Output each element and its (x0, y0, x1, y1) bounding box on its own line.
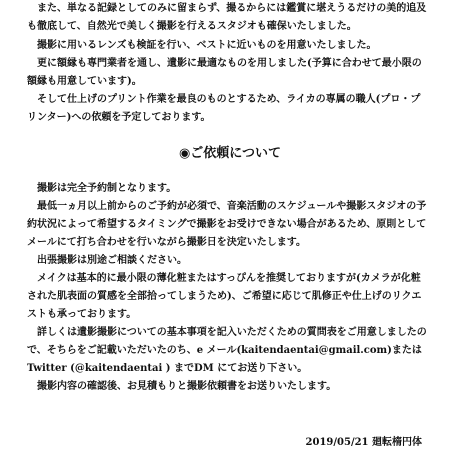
body-line-8: ストも承っております。 (27, 309, 137, 320)
body-line-11: Twitter (@kaitendaentai ) までDM にてお送り下さい。 (27, 363, 308, 374)
signature-date: 2019/05/21 廻転楕円体 (305, 437, 422, 448)
section-heading: ◉ご依頼について (178, 146, 282, 161)
intro-line-3: 撮影に用いるレンズも検証を行い、ベストに近いものを用意いたしました。 (37, 40, 377, 51)
intro-line-5: 額縁も用意しています)。 (27, 76, 142, 87)
body-line-2: 最低一ヵ月以上前からのご予約が必須で、音楽活動のスケジュールや撮影スタジオの予 (37, 201, 427, 212)
intro-line-1: また、単なる記録としてのみに留まらず、撮るからには鑑賞に堪えうるだけの美的追及 (37, 3, 427, 14)
body-line-3: 約状況によって希望するタイミングで撮影をお受けできない場合があるため、原則として (27, 219, 427, 230)
intro-line-2: も徹底して、自然光で美しく撮影を行えるスタジオも確保いたしました。 (27, 21, 357, 32)
body-line-10: で、そちらをご記載いただいたのち、e メール(kaitendaentai@gmail.com)または (27, 345, 422, 356)
body-line-12: 撮影内容の確認後、お見積もりと撮影依頼書をお送りいたします。 (37, 381, 337, 392)
body-line-9: 詳しくは遺影撮影についての基本事項を記入いただくための質問表をご用意しましたの (37, 327, 427, 338)
intro-line-6: そして仕上げのプリント作業を最良のものとするため、ライカの専属の職人(プロ・プ (37, 94, 421, 105)
body-line-7: された肌表面の質感を全部拾ってしまうため)、ご希望に応じて肌修正や仕上げのリクエ (27, 291, 422, 302)
body-line-5: 出張撮影は別途ご相談ください。 (37, 255, 187, 266)
body-line-6: メイクは基本的に最小限の薄化粧またはすっぴんを推奨しておりますが(カメラが化粧 (37, 273, 421, 284)
body-line-1: 撮影は完全予約制となります。 (37, 183, 177, 194)
intro-line-4: 更に額縁も専門業者を通し、遺影に最適なものを用しました(予算に合わせて最小限の (37, 58, 422, 69)
intro-line-7: リンター)への依頼を予定しております。 (27, 112, 211, 123)
body-line-4: メールにて打ち合わせを行いながら撮影日を決定いたします。 (27, 237, 306, 248)
